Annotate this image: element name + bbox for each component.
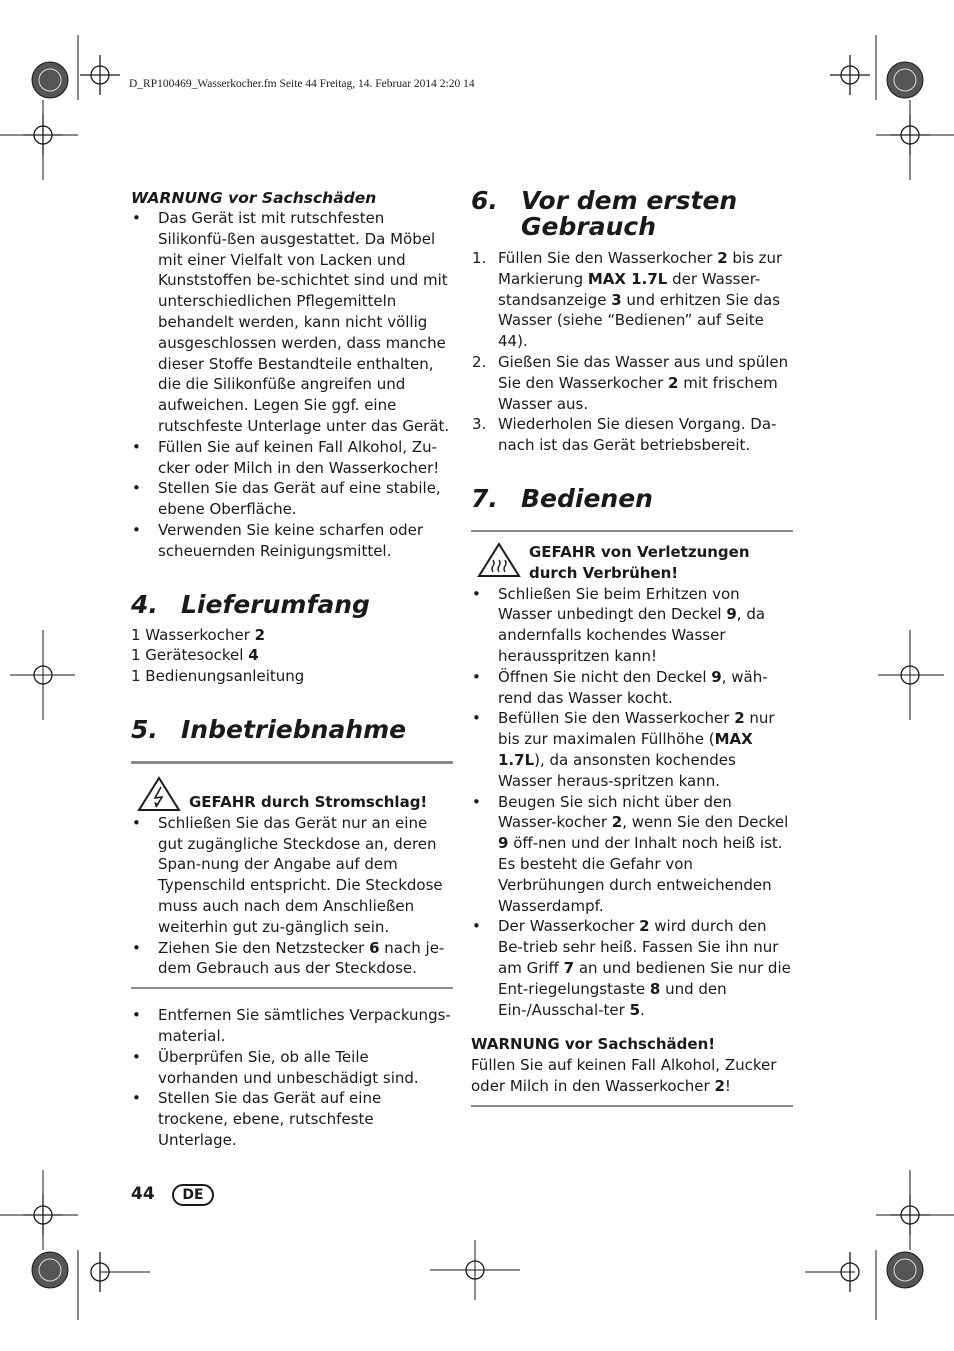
list-item: • Beugen Sie sich nicht über den Wasser-kocher 2, wenn Sie den Deckel 9 öff-nen und der Inhalt noch heiß ist. Es besteht die Gefahr von Verbrühungen durch entweichenden Wasserdampf. — [472, 792, 789, 915]
list-item: • Entfernen Sie sämtliches Verpackungs-material. — [132, 1006, 451, 1045]
list-item: 1 Gerätesockel 4 — [131, 646, 259, 665]
warning-title: WARNUNG vor Sachschäden! — [471, 1035, 716, 1054]
list-item: 1 Wasserkocher 2 — [131, 625, 266, 644]
warning-text: Füllen Sie auf keinen Fall Alkohol, Zucker oder Milch in den Wasserkocher 2! — [471, 1056, 777, 1095]
list-item: • Schließen Sie beim Erhitzen von Wasser unbedingt den Deckel 9, da andernfalls kochendes Wasser herausspritzen kann! — [472, 584, 766, 665]
section-heading-inbetriebnahme: 5. Inbetriebnahme — [131, 714, 407, 744]
list-item: 1. Füllen Sie den Wasserkocher 2 bis zur Markierung MAX 1.7L der Wasser-standsanzeige 3 und erhitzen Sie das Wasser (siehe “Bedienen” auf Seite 44). — [472, 249, 783, 351]
section-heading-lieferumfang: 4. Lieferumfang — [131, 589, 370, 619]
page-number: 44 — [131, 1184, 155, 1204]
language-badge: DE — [172, 1184, 214, 1206]
list-item: 1 Bedienungsanleitung — [131, 667, 305, 686]
list-item: • Der Wasserkocher 2 wird durch den Be-trieb sehr heiß. Fassen Sie ihn nur am Griff 7 an und bedienen Sie nur die Ent-riegelungstaste 8 und den Ein-/Ausschal-ter 5. — [472, 917, 791, 1019]
list-item: 2. Gießen Sie das Wasser aus und spülen Sie den Wasserkocher 2 mit frischem Wasser aus. — [472, 352, 789, 413]
list-item: • Stellen Sie das Gerät auf eine stabile, ebene Oberfläche. — [132, 479, 441, 519]
list-item: • Stellen Sie das Gerät auf eine trockene, ebene, rutschfeste Unterlage. — [132, 1089, 382, 1149]
section-heading-bedienen: 7. Bedienen — [471, 483, 653, 513]
print-header-fileinfo: D_RP100469_Wasserkocher.fm Seite 44 Freitag, 14. Februar 2014 2:20 14 — [129, 78, 475, 90]
danger-title: GEFAHR von Verletzungen durch Verbrühen! — [529, 542, 750, 582]
list-item: • Öffnen Sie nicht den Deckel 9, wäh-rend das Wasser kocht. — [472, 667, 768, 707]
danger-title: GEFAHR durch Stromschlag! — [189, 792, 428, 811]
list-item: • Füllen Sie auf keinen Fall Alkohol, Zu-cker oder Milch in den Wasserkocher! — [132, 437, 440, 477]
list-item: • Verwenden Sie keine scharfen oder scheuernden Reinigungsmittel. — [132, 520, 424, 560]
list-item: • Ziehen Sie den Netzstecker 6 nach je-dem Gebrauch aus der Steckdose. — [132, 938, 445, 978]
list-item: 3. Wiederholen Sie diesen Vorgang. Da-nach ist das Gerät betriebsbereit. — [472, 415, 777, 455]
list-item: • Befüllen Sie den Wasserkocher 2 nur bis zur maximalen Füllhöhe (MAX 1.7L), da ansonsten kochendes Wasser heraus-spritzen kann. — [472, 709, 775, 790]
warning-title: WARNUNG vor Sachschäden — [131, 189, 377, 207]
list-item: • Das Gerät ist mit rutschfesten Silikonfü-ßen ausgestattet. Da Möbel mit einer Vielfalt von Lacken und Kunststoffen be-schichtet sind und mit unterschiedlichen Pflegemitteln behandelt werden, kann nicht völlig ausgeschlossen werden, dass manche dieser Stoffe Bestandteile enthalten, die die Silikonfüße angreifen und aufweichen. Legen Sie ggf. eine rutschfeste Unterlage unter das Gerät. — [132, 209, 450, 435]
section-heading-erster-gebrauch: 6. Vor dem ersten Gebrauch — [471, 186, 738, 241]
list-item: • Überprüfen Sie, ob alle Teile vorhanden und unbeschädigt sind. — [132, 1047, 419, 1087]
list-item: • Schließen Sie das Gerät nur an eine gut zugängliche Steckdose an, deren Span-nung der Angabe auf dem Typenschild entspricht. Die Steckdose muss auch nach dem Anschließen weiterhin gut zu-gänglich sein. — [132, 813, 443, 936]
